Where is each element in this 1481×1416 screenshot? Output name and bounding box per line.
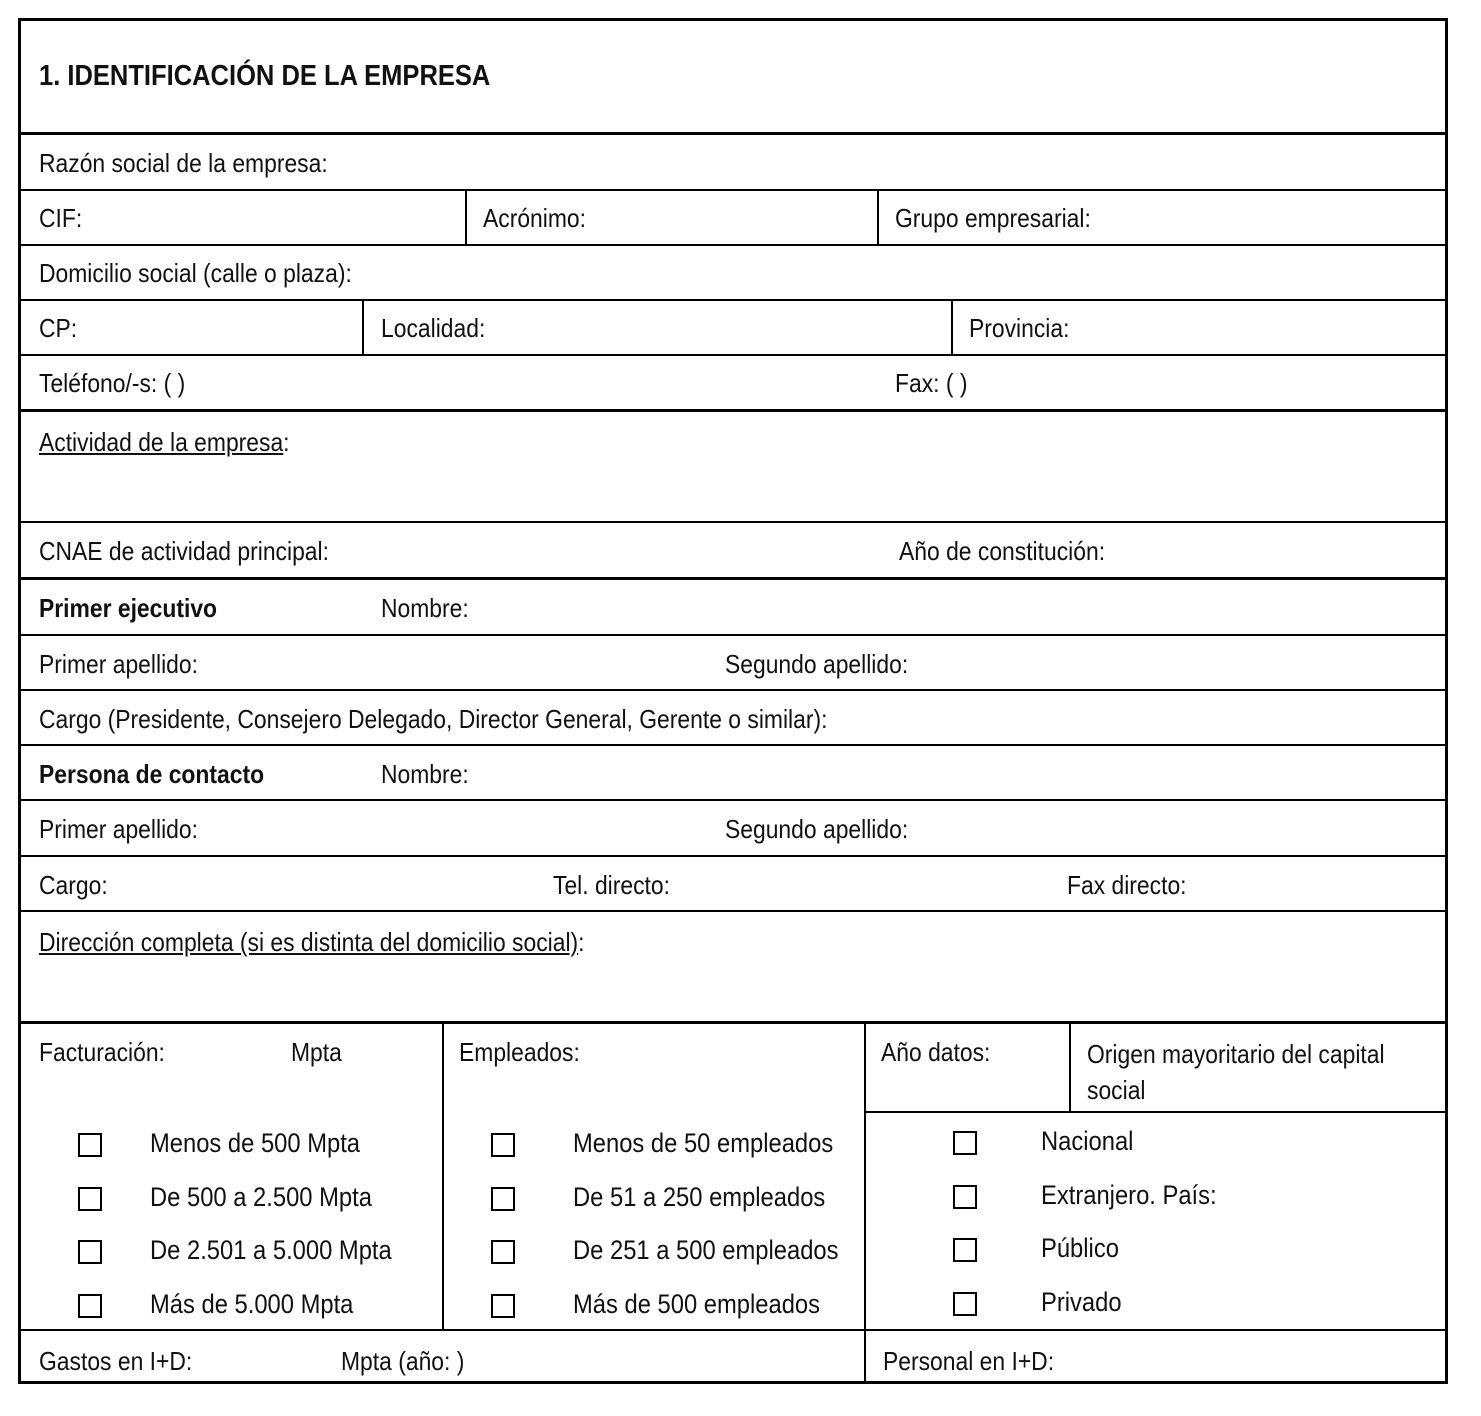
telefono-label: Teléfono/-s: ( ) [39,368,186,398]
divider [21,409,1445,412]
empleados-option-4: Más de 500 empleados [573,1289,821,1319]
contacto-cargo-label: Cargo: [39,870,108,900]
cif-label: CIF: [39,203,83,233]
empleados-option-1: Menos de 50 empleados [573,1128,834,1158]
origen-option-publico: Público [1041,1233,1119,1263]
direccion-completa-text: Dirección completa (si es distinta del domicilio social) [39,927,579,957]
facturacion-option-2: De 500 a 2.500 Mpta [150,1182,372,1212]
facturacion-option-4: Más de 5.000 Mpta [150,1289,354,1319]
ejecutivo-cargo-label: Cargo (Presidente, Consejero Delegado, Director General, Gerente o similar): [39,704,828,734]
actividad-label [39,427,290,457]
divider [21,744,1445,746]
divider [21,244,1445,246]
empleados-label: Empleados: [459,1037,580,1067]
empleados-checkbox-4[interactable] [491,1294,515,1318]
origen-option-nacional: Nacional [1041,1126,1134,1156]
primer-ejecutivo-heading: Primer ejecutivo [39,593,218,623]
divider [21,799,1445,801]
contacto-primer-apellido-label: Primer apellido: [39,814,198,844]
column-divider [877,189,879,244]
facturacion-checkbox-2[interactable] [78,1187,102,1211]
divider [21,577,1445,580]
origen-capital-label [1087,1036,1385,1108]
ejecutivo-nombre-label: Nombre: [381,593,469,623]
ejecutivo-segundo-apellido-label: Segundo apellido: [725,649,909,679]
empleados-option-2: De 51 a 250 empleados [573,1182,826,1212]
actividad-label-text: Actividad de la empresa [39,427,284,457]
cnae-label: CNAE de actividad principal: [39,536,329,566]
contacto-nombre-label: Nombre: [381,759,469,789]
gastos-id-unit: Mpta (año: ) [341,1346,465,1376]
empleados-checkbox-2[interactable] [491,1187,515,1211]
divider [21,299,1445,301]
column-divider [951,299,953,354]
divider [21,189,1445,191]
facturacion-checkbox-4[interactable] [78,1294,102,1318]
persona-contacto-heading: Persona de contacto [39,759,265,789]
empleados-checkbox-3[interactable] [491,1240,515,1264]
origen-checkbox-extranjero[interactable] [953,1185,977,1209]
divider [21,1329,1445,1331]
anio-datos-label: Año datos: [881,1037,991,1067]
facturacion-checkbox-3[interactable] [78,1240,102,1264]
section-title: 1. IDENTIFICACIÓN DE LA EMPRESA [39,60,491,92]
divider [21,855,1445,857]
origen-capital-line2: social [1087,1075,1146,1105]
column-divider [1069,1021,1071,1111]
origen-capital-line1: Origen mayoritario del capital [1087,1039,1385,1069]
divider [865,1111,1445,1113]
company-identification-form [18,18,1448,1384]
facturacion-option-1: Menos de 500 Mpta [150,1128,361,1158]
facturacion-option-3: De 2.501 a 5.000 Mpta [150,1235,392,1265]
facturacion-unit: Mpta [291,1037,342,1067]
column-divider [442,1021,444,1329]
origen-checkbox-privado[interactable] [953,1292,977,1316]
divider [21,132,1445,135]
ejecutivo-primer-apellido-label: Primer apellido: [39,649,198,679]
personal-id-label: Personal en I+D: [883,1346,1055,1376]
column-divider [465,189,467,244]
cp-label: CP: [39,313,78,343]
empleados-option-3: De 251 a 500 empleados [573,1235,839,1265]
column-divider [864,1021,866,1384]
origen-option-privado: Privado [1041,1287,1122,1317]
column-divider [362,299,364,354]
origen-option-extranjero: Extranjero. País: [1041,1180,1217,1210]
divider [21,910,1445,912]
direccion-colon: : [578,927,585,957]
anio-constitucion-label: Año de constitución: [899,536,1106,566]
grupo-empresarial-label: Grupo empresarial: [895,203,1091,233]
acronimo-label: Acrónimo: [483,203,587,233]
origen-checkbox-nacional[interactable] [953,1131,977,1155]
divider [21,1021,1445,1024]
contacto-segundo-apellido-label: Segundo apellido: [725,814,909,844]
actividad-colon: : [283,427,290,457]
divider [21,634,1445,636]
origen-checkbox-publico[interactable] [953,1238,977,1262]
razon-social-label: Razón social de la empresa: [39,148,328,178]
fax-label: Fax: ( ) [895,368,968,398]
facturacion-label: Facturación: [39,1037,165,1067]
fax-directo-label: Fax directo: [1067,870,1187,900]
tel-directo-label: Tel. directo: [553,870,670,900]
divider [21,521,1445,523]
domicilio-social-label: Domicilio social (calle o plaza): [39,258,352,288]
localidad-label: Localidad: [381,313,486,343]
gastos-id-label: Gastos en I+D: [39,1346,193,1376]
direccion-completa-label [39,927,585,957]
divider [21,354,1445,356]
divider [21,689,1445,691]
facturacion-checkbox-1[interactable] [78,1133,102,1157]
empleados-checkbox-1[interactable] [491,1133,515,1157]
provincia-label: Provincia: [969,313,1070,343]
